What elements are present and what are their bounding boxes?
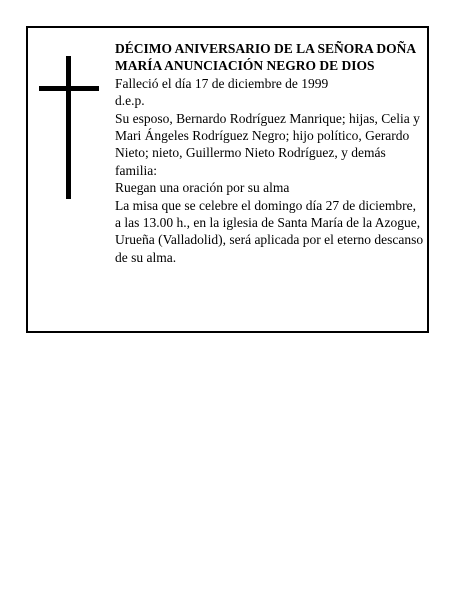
cross-icon [39, 56, 99, 199]
prayer-request: Ruegan una oración por su alma [115, 180, 290, 196]
mass-info: La misa que se celebre el domingo día 27 de diciembre, a las 13.00 h., en la iglesia de Santa María de la Azogue, Urueña (Valladolid), será aplicada por el eterno descanso de su alma. [115, 197, 424, 265]
rip-line: d.e.p. [115, 93, 145, 109]
death-date-line: Falleció el día 17 de diciembre de 1999 [115, 75, 329, 91]
cross-horizontal-bar [39, 86, 99, 91]
cross-vertical-bar [66, 56, 71, 199]
notice-body [115, 40, 425, 266]
family-paragraph: Su esposo, Bernardo Rodríguez Manrique; hijas, Celia y Mari Ángeles Rodríguez Negro; hijo político, Gerardo Nieto; nieto, Guillermo Nieto Rodríguez, y demás familia: [115, 110, 420, 178]
notice-title: DÉCIMO ANIVERSARIO DE LA SEÑORA DOÑA MARÍA ANUNCIACIÓN NEGRO DE DIOS [115, 41, 416, 74]
obituary-notice [26, 26, 429, 333]
